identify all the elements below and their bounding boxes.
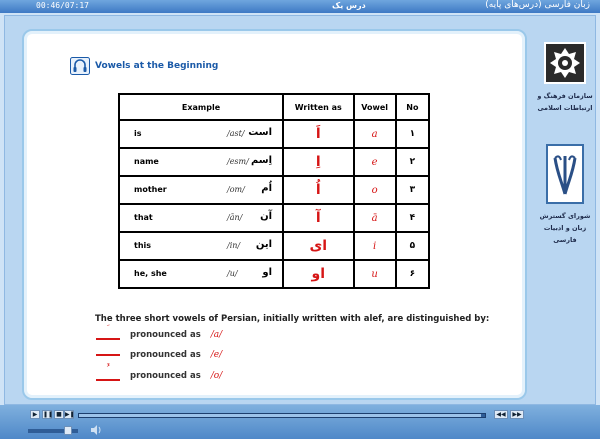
number-cell: ۱ xyxy=(396,120,429,148)
col-written: Written as xyxy=(283,94,353,120)
end-button[interactable]: ▶❚ xyxy=(65,411,75,418)
number-cell: ۳ xyxy=(396,176,429,204)
pronounced-value: /a/ xyxy=(210,330,223,340)
lesson-title: درس یک xyxy=(332,1,366,10)
example-persian: این xyxy=(255,239,273,250)
written-cell: ای xyxy=(283,232,353,260)
written-cell: اُ xyxy=(283,176,353,204)
pronounced-label: pronounced as xyxy=(130,350,201,360)
rewind-button[interactable]: ◀◀ xyxy=(494,410,508,419)
pronounce-row-o[interactable] xyxy=(96,371,222,381)
col-example: Example xyxy=(119,94,283,120)
example-persian: اِسم xyxy=(250,155,273,166)
example-cell xyxy=(119,232,283,260)
written-cell: او xyxy=(283,260,353,288)
example-english: name xyxy=(134,157,159,166)
number-cell: ۴ xyxy=(396,204,429,232)
vowel-cell: e xyxy=(354,148,396,176)
example-english: this xyxy=(134,241,152,250)
example-english: mother xyxy=(134,185,167,194)
example-cell xyxy=(119,148,283,176)
table-row[interactable] xyxy=(119,204,429,232)
pronounce-row-a[interactable] xyxy=(96,330,222,340)
vowel-cell: i xyxy=(354,232,396,260)
table-row[interactable] xyxy=(119,176,429,204)
table-row[interactable] xyxy=(119,260,429,288)
number-cell: ۲ xyxy=(396,148,429,176)
example-english: is xyxy=(134,129,142,138)
example-persian: اُم xyxy=(261,183,273,194)
title-bar xyxy=(0,0,600,13)
pause-button[interactable]: ❚❚ xyxy=(43,411,54,418)
example-translit: /esm/ xyxy=(227,157,249,166)
seek-progress xyxy=(79,414,481,417)
playback-time: 00:46/07:17 xyxy=(36,1,89,10)
example-english: he, she xyxy=(134,269,167,278)
volume-knob[interactable] xyxy=(64,426,72,435)
example-persian: است xyxy=(248,127,273,138)
explanation-note: The three short vowels of Persian, initially written with alef, are distinguished by: xyxy=(95,314,490,324)
organization-name: سازمان فرهنگ و ارتباطات اسلامی xyxy=(537,92,593,112)
stop-button[interactable]: ■ xyxy=(54,410,64,419)
speaker-icon[interactable] xyxy=(90,425,102,438)
pronounced-value: /o/ xyxy=(210,371,223,381)
fatha-mark xyxy=(96,330,120,340)
example-english: that xyxy=(134,213,153,222)
number-cell: ۵ xyxy=(396,232,429,260)
table-row[interactable] xyxy=(119,120,429,148)
play-button[interactable]: ▶ xyxy=(30,410,40,419)
organization-logo[interactable] xyxy=(544,42,586,84)
pronounce-row-e[interactable] xyxy=(96,350,222,360)
vowel-cell: o xyxy=(354,176,396,204)
section-heading xyxy=(70,57,218,75)
example-cell xyxy=(119,204,283,232)
number-cell: ۶ xyxy=(396,260,429,288)
table-header-row xyxy=(119,94,429,120)
course-title: زبان فارسی (درس‌های پایه) xyxy=(485,0,590,10)
written-cell: اِ xyxy=(283,148,353,176)
kasra-mark xyxy=(96,350,120,360)
seek-bar[interactable] xyxy=(78,413,486,418)
col-vowel: Vowel xyxy=(354,94,396,120)
example-translit: /ān/ xyxy=(227,213,243,222)
written-cell: آ xyxy=(283,204,353,232)
table-row[interactable] xyxy=(119,232,429,260)
pronounced-label: pronounced as xyxy=(130,330,201,340)
council-logo[interactable] xyxy=(546,144,584,204)
pronounced-value: /e/ xyxy=(210,350,223,360)
section-title: Vowels at the Beginning xyxy=(95,61,219,71)
example-cell xyxy=(119,120,283,148)
headphones-icon[interactable] xyxy=(70,57,90,75)
col-no: No xyxy=(396,94,429,120)
volume-slider[interactable] xyxy=(28,429,78,433)
forward-button[interactable]: ▶▶ xyxy=(510,410,524,419)
example-translit: /ast/ xyxy=(227,129,245,138)
media-player xyxy=(0,405,600,439)
pronounced-label: pronounced as xyxy=(130,371,201,381)
written-cell: اَ xyxy=(283,120,353,148)
example-persian: او xyxy=(262,267,273,278)
vowel-cell: a xyxy=(354,120,396,148)
table-row[interactable] xyxy=(119,148,429,176)
example-cell xyxy=(119,260,283,288)
vowel-table xyxy=(118,93,430,289)
example-persian: آن xyxy=(260,211,273,222)
vowel-cell: ā xyxy=(354,204,396,232)
example-cell xyxy=(119,176,283,204)
example-translit: /u/ xyxy=(227,269,238,278)
vowel-cell: u xyxy=(354,260,396,288)
example-translit: /in/ xyxy=(227,241,241,250)
council-name: شورای گسترش زبان و ادبیات فارسی xyxy=(539,212,591,244)
example-translit: /om/ xyxy=(227,185,245,194)
damma-mark xyxy=(96,371,120,381)
